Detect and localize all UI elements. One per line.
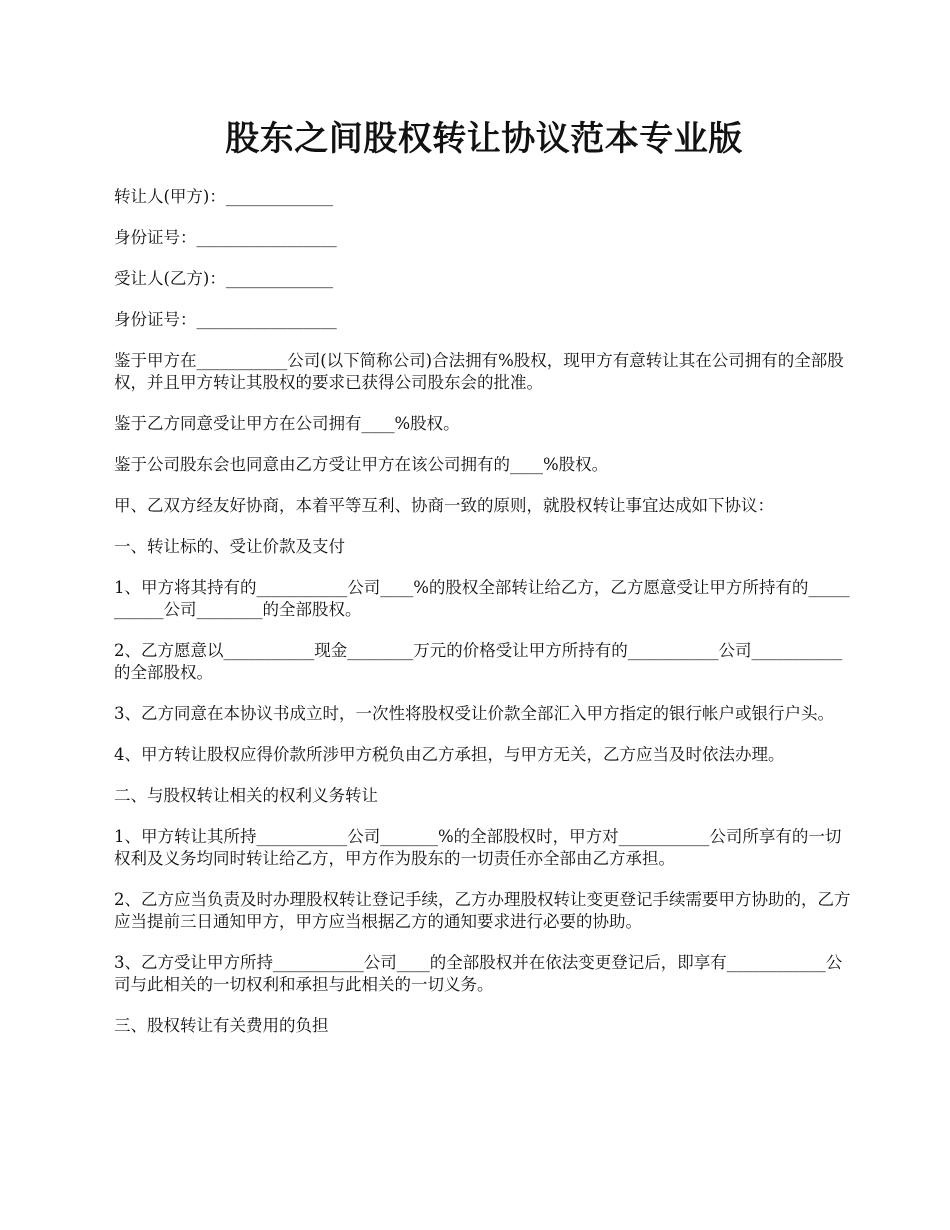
clause-paragraph: 2、乙方应当负责及时办理股权转让登记手续，乙方办理股权转让变更登记手续需要甲方协助的，乙方应当提前三日通知甲方，甲方应当根据乙方的通知要求进行必要的协助。 (114, 890, 851, 931)
recital-paragraph: 鉴于甲方在___________公司(以下简称公司)合法拥有%股权，现甲方有意转让其在公司拥有的全部股权，并且甲方转让其股权的要求已获得公司股东会的批准。 (114, 351, 844, 392)
document-title: 股东之间股权转让协议范本专业版 (225, 119, 743, 159)
clause-paragraph: 3、乙方受让甲方所持___________公司____的全部股权并在依法变更登记后，即享有____________公司与此相关的一切权利和承担与此相关的一切义务。 (114, 953, 843, 994)
section-heading: 二、与股权转让相关的权利义务转让 (114, 786, 378, 805)
clause-paragraph: 3、乙方同意在本协议书成立时，一次性将股权受让价款全部汇入甲方指定的银行帐户或银行户头。 (114, 704, 834, 723)
section-heading: 三、股权转让有关费用的负担 (114, 1016, 329, 1035)
transferor-party-a: 转让人(甲方)：_____________ (114, 187, 334, 206)
section-heading: 一、转让标的、受让价款及支付 (114, 537, 345, 556)
party-a-id-number: 身份证号：_________________ (114, 228, 337, 247)
recital-paragraph: 鉴于公司股东会也同意由乙方受让甲方在该公司拥有的____%股权。 (114, 455, 609, 474)
recital-paragraph: 鉴于乙方同意受让甲方在公司拥有____%股权。 (114, 414, 460, 433)
party-b-id-number: 身份证号：_________________ (114, 310, 337, 329)
clause-paragraph: 4、甲方转让股权应得价款所涉甲方税负由乙方承担，与甲方无关，乙方应当及时依法办理。 (114, 745, 785, 764)
clause-paragraph: 1、甲方转让其所持___________公司_______%的全部股权时，甲方对___________公司所享有的一切权利及义务均同时转让给乙方，甲方作为股东的一切责任亦全部由乙方承担。 (114, 827, 842, 868)
transferee-party-b: 受让人(乙方)：_____________ (114, 269, 334, 288)
agreement-preamble: 甲、乙双方经友好协商，本着平等互利、协商一致的原则，就股权转让事宜达成如下协议： (114, 496, 774, 515)
clause-paragraph: 1、甲方将其持有的___________公司____%的股权全部转让给乙方，乙方愿意受让甲方所持有的___________公司________的全部股权。 (114, 578, 850, 619)
clause-paragraph: 2、乙方愿意以___________现金________万元的价格受让甲方所持有的___________公司___________的全部股权。 (114, 641, 843, 682)
